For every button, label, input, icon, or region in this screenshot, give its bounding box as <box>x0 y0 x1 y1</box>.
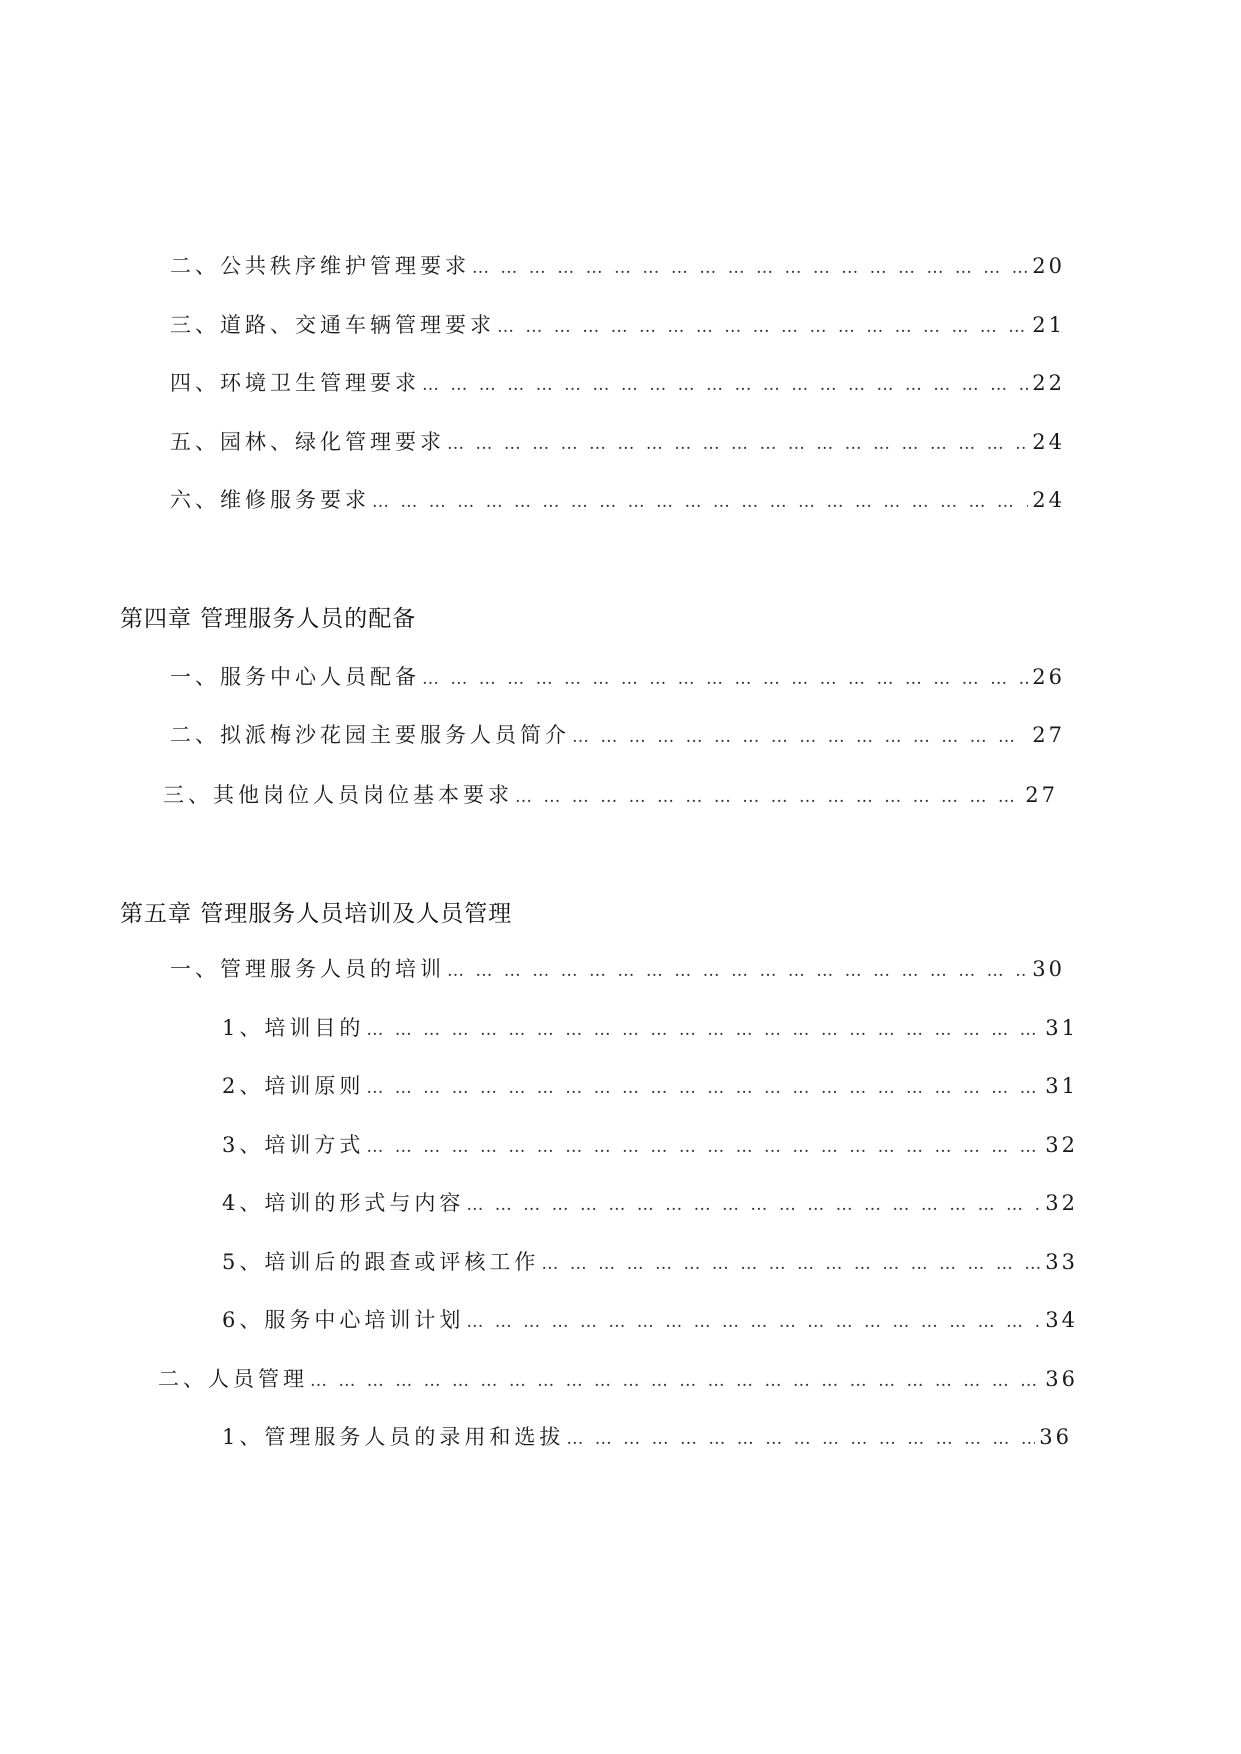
toc-entry-page: 33 <box>1045 1250 1078 1274</box>
toc-entry-label: 四、环境卫生管理要求 <box>170 371 420 395</box>
toc-entry-label: 3、培训方式 <box>222 1133 365 1157</box>
toc-entry-page: 27 <box>1025 783 1058 807</box>
dot-leader <box>541 1254 1041 1274</box>
toc-entry[interactable] <box>170 719 1065 751</box>
dot-leader <box>472 258 1028 278</box>
toc-entry[interactable] <box>170 367 1065 399</box>
toc-entry[interactable] <box>222 1070 1078 1102</box>
toc-entry-page: 31 <box>1045 1016 1078 1040</box>
toc-entry[interactable] <box>170 484 1065 516</box>
toc-entry-page: 20 <box>1032 254 1065 278</box>
dot-leader <box>366 1078 1041 1098</box>
dot-leader <box>447 961 1028 981</box>
toc-entry-label: 三、道路、交通车辆管理要求 <box>170 313 495 337</box>
toc-entry-page: 32 <box>1045 1191 1078 1215</box>
dot-leader <box>466 1195 1041 1215</box>
dot-leader <box>310 1371 1041 1391</box>
toc-entry-label: 六、维修服务要求 <box>170 488 370 512</box>
toc-entry-label: 6、服务中心培训计划 <box>222 1308 465 1332</box>
chapter-title: 第四章 管理服务人员的配备 <box>120 606 417 632</box>
dot-leader <box>497 317 1028 337</box>
toc-entry-label: 三、其他岗位人员岗位基本要求 <box>163 783 513 807</box>
toc-entry-label: 4、培训的形式与内容 <box>222 1191 465 1215</box>
toc-entry[interactable] <box>170 309 1065 341</box>
dot-leader <box>372 492 1028 512</box>
dot-leader <box>572 727 1028 747</box>
toc-entry[interactable] <box>222 1246 1078 1278</box>
toc-entry[interactable] <box>170 661 1065 693</box>
dot-leader <box>366 1020 1041 1040</box>
toc-entry-page: 22 <box>1032 371 1065 395</box>
toc-entry-label: 二、人员管理 <box>158 1367 308 1391</box>
toc-entry-page: 36 <box>1045 1367 1078 1391</box>
toc-entry-page: 30 <box>1032 957 1065 981</box>
toc-entry-label: 5、培训后的跟查或评核工作 <box>222 1250 540 1274</box>
toc-entry[interactable] <box>163 779 1058 811</box>
dot-leader <box>366 1137 1041 1157</box>
toc-entry[interactable] <box>170 426 1065 458</box>
toc-entry-label: 一、管理服务人员的培训 <box>170 957 445 981</box>
toc-entry-label: 1、培训目的 <box>222 1016 365 1040</box>
toc-entry-page: 32 <box>1045 1133 1078 1157</box>
toc-entry-label: 五、园林、绿化管理要求 <box>170 430 445 454</box>
toc-entry[interactable] <box>222 1012 1078 1044</box>
toc-entry-page: 24 <box>1032 488 1065 512</box>
dot-leader <box>422 375 1028 395</box>
toc-entry-page: 27 <box>1032 723 1065 747</box>
toc-entry[interactable] <box>170 953 1065 985</box>
toc-entry-label: 一、服务中心人员配备 <box>170 665 420 689</box>
dot-leader <box>515 787 1021 807</box>
chapter-title: 第五章 管理服务人员培训及人员管理 <box>120 901 513 927</box>
toc-entry[interactable] <box>222 1304 1078 1336</box>
dot-leader <box>447 434 1028 454</box>
toc-entry[interactable] <box>170 250 1065 282</box>
toc-entry-label: 2、培训原则 <box>222 1074 365 1098</box>
toc-entry[interactable] <box>222 1421 1072 1453</box>
toc-entry-label: 二、拟派梅沙花园主要服务人员简介 <box>170 723 570 747</box>
dot-leader <box>466 1312 1041 1332</box>
toc-entry-page: 24 <box>1032 430 1065 454</box>
toc-entry-page: 21 <box>1032 313 1065 337</box>
toc-entry-page: 31 <box>1045 1074 1078 1098</box>
toc-entry-label: 1、管理服务人员的录用和选拔 <box>222 1425 565 1449</box>
toc-entry[interactable] <box>158 1363 1078 1395</box>
dot-leader <box>422 669 1028 689</box>
dot-leader <box>566 1429 1035 1449</box>
toc-entry-page: 36 <box>1039 1425 1072 1449</box>
toc-entry-page: 26 <box>1032 665 1065 689</box>
toc-entry-label: 二、公共秩序维护管理要求 <box>170 254 470 278</box>
toc-entry[interactable] <box>222 1129 1078 1161</box>
toc-entry-page: 34 <box>1045 1308 1078 1332</box>
toc-entry[interactable] <box>222 1187 1078 1219</box>
